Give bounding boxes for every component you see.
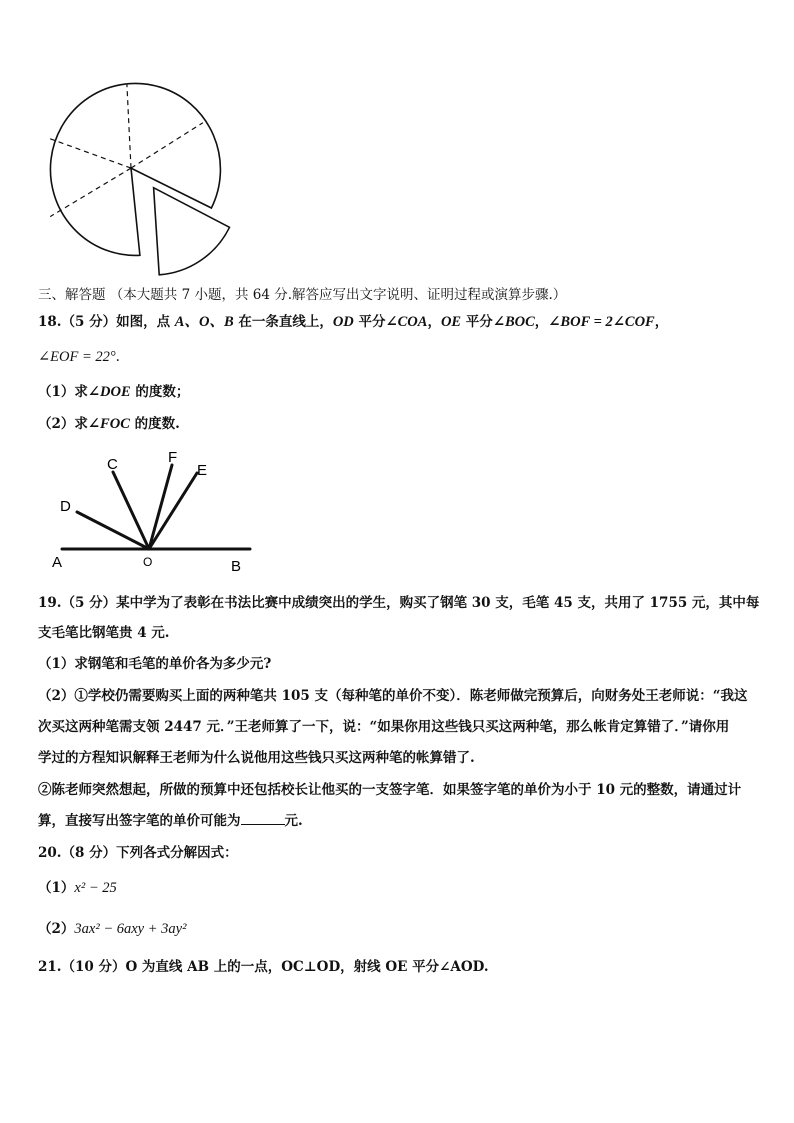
ray-OF	[149, 465, 172, 549]
question-19-part-2-line-4: ②陈老师突然想起，所做的预算中还包括校长让他买的一支签字笔．如果签字笔的单价为小于 10 元的整数，请通过计	[38, 782, 742, 798]
question-19-line-2: 支毛笔比钢笔贵 4 元.	[38, 625, 170, 641]
major-arc	[50, 83, 220, 255]
expression-2: 3ax² − 6axy + 3ay²	[74, 921, 187, 937]
label-D: D	[60, 498, 71, 515]
ray-OD	[77, 512, 149, 549]
question-18-stem: 18.（5 分）如图，点 A、O、B 在一条直线上，OD 平分∠COA，OE 平分∠BOC，∠BOF = 2∠COF，	[38, 314, 669, 330]
question-19-part-2-line-5: 算，直接写出签字笔的单价可能为 元.	[38, 813, 303, 829]
label-E: E	[197, 462, 208, 479]
question-19-part-2-line-3: 学过的方程知识解释王老师为什么说他用这些钱只买这两种笔的帐算错了.	[38, 750, 475, 766]
question-20-part-1: （1）x² − 25	[38, 880, 117, 896]
angle-figure	[40, 445, 260, 580]
label-F: F	[168, 449, 178, 466]
question-19-part-2-line-1: （2）①学校仍需要购买上面的两种笔共 105 支（每种笔的单价不变）．陈老师做完预算后，向财务处王老师说：“我这	[38, 688, 748, 704]
question-19-part-1: （1）求钢笔和毛笔的单价各为多少元?	[38, 656, 272, 672]
label-A: A	[52, 554, 63, 571]
dashed-radius	[127, 85, 131, 169]
sector-figure	[40, 80, 240, 280]
question-20-part-2: （2）3ax² − 6axy + 3ay²	[38, 921, 187, 937]
question-number: 18.（5 分）	[38, 314, 117, 330]
dashed-radius	[50, 139, 131, 169]
answer-blank[interactable]	[241, 812, 285, 825]
question-18-part-1: （1）求∠DOE 的度数；	[38, 384, 190, 400]
section-heading: 三、解答题 （本大题共 7 小题，共 64 分.解答应写出文字说明、证明过程或演算步骤.）	[38, 287, 567, 303]
question-19-part-2-line-2: 次买这两种笔需支领 2447 元．”王老师算了一下，说：“如果你用这些钱只买这两种笔，那么帐肯定算错了．”请你用	[38, 719, 730, 735]
removed-sector	[154, 188, 230, 275]
ray-OE	[149, 473, 197, 549]
question-18-condition: ∠EOF = 22°.	[38, 349, 120, 365]
question-20-title: 20.（8 分）下列各式分解因式：	[38, 845, 238, 861]
label-B: B	[231, 558, 242, 575]
label-O: O	[143, 555, 153, 569]
question-18-part-2: （2）求∠FOC 的度数.	[38, 416, 180, 432]
dashed-radius	[50, 168, 131, 217]
ray-OC	[113, 472, 149, 549]
label-C: C	[107, 456, 118, 473]
question-21-stem: 21.（10 分）O 为直线 AB 上的一点，OC⊥OD，射线 OE 平分∠AOD.	[38, 959, 489, 975]
dashed-radius	[131, 123, 203, 168]
expression-1: x² − 25	[74, 880, 117, 896]
question-19-line-1: 19.（5 分）某中学为了表彰在书法比赛中成绩突出的学生，购买了钢笔 30 支，毛笔 45 支，共用了 1755 元，其中每	[38, 595, 760, 611]
